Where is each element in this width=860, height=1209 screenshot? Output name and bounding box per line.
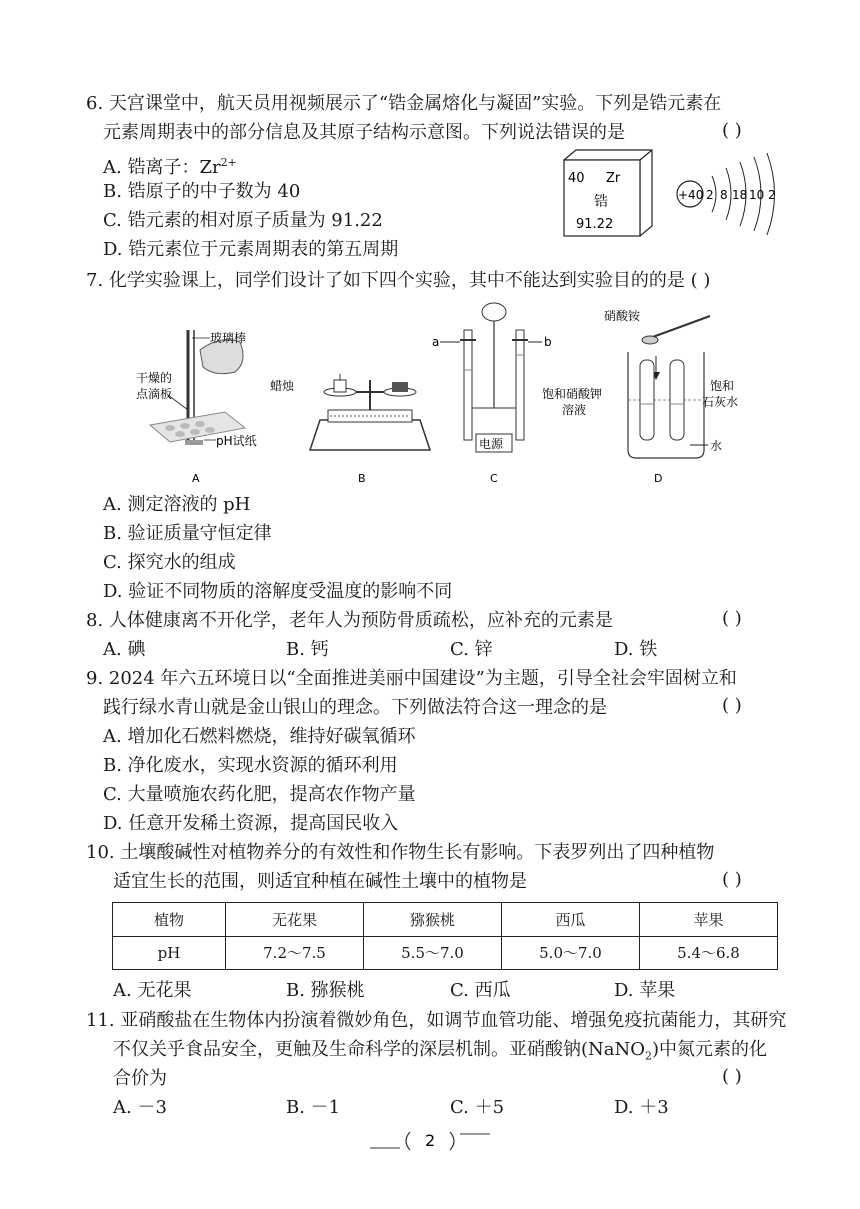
caption-b: B	[358, 472, 366, 485]
q6-answer-paren: ( )	[722, 120, 742, 141]
q10-stem-line2: 适宜生长的范围，则适宜种植在碱性土壤中的植物是	[113, 871, 527, 892]
table-cell: pH	[113, 936, 226, 970]
q7-experiment-figures	[130, 300, 790, 490]
card-number: 40	[568, 171, 585, 186]
shell-5: 2	[768, 188, 776, 202]
q7-stem-line1: 7. 化学实验课上，同学们设计了如下四个实验，其中不能达到实验目的的是 ( )	[86, 270, 711, 291]
page-number-ornament	[370, 1126, 490, 1156]
q9-option-a: A. 增加化石燃料燃烧，维持好碳氧循环	[103, 726, 416, 747]
q7-option-d: D. 验证不同物质的溶解度受温度的影响不同	[103, 581, 453, 602]
label-rod: 玻璃棒	[210, 331, 247, 345]
q11-option-d: D. ＋3	[614, 1097, 669, 1118]
q6-option-c: C. 锆元素的相对原子质量为 91.22	[103, 210, 383, 231]
q10-option-c: C. 西瓜	[450, 980, 511, 1001]
q6-stem-line1: 6. 天宫课堂中，航天员用视频展示了“锆金属熔化与凝固”实验。下列是锆元素在	[86, 93, 722, 114]
figure-b-balance	[270, 374, 430, 485]
page-number: 2	[425, 1131, 436, 1150]
figure-c-electrolysis	[432, 303, 552, 485]
shell-3: 18	[732, 188, 748, 202]
label-power: 电源	[479, 437, 504, 451]
q8-stem: 8. 人体健康离不开化学，老年人为预防骨质疏松，应补充的元素是	[86, 610, 613, 631]
label-paper: pH试纸	[216, 434, 257, 448]
atom-nucleus: +40	[678, 188, 704, 202]
label-electrode-b: b	[544, 335, 552, 349]
q8-option-a: A. 碘	[103, 639, 146, 660]
q11-option-b: B. －1	[286, 1097, 341, 1118]
label-lime-2: 石灰水	[702, 395, 739, 409]
q11-stem-line2: 不仅关乎食品安全，更触及生命科学的深层机制。亚硝酸钠(NaNO$_2$)中氮元素的化	[113, 1039, 768, 1063]
q9-option-b: B. 净化废水，实现水资源的循环利用	[103, 755, 398, 776]
caption-d: D	[654, 472, 663, 485]
q8-answer-paren: ( )	[722, 608, 742, 629]
shell-4: 10	[749, 188, 765, 202]
q10-option-b: B. 猕猴桃	[286, 980, 365, 1001]
zirconium-element-card	[556, 148, 660, 240]
table-cell: 5.5～7.0	[364, 936, 502, 970]
q9-stem-line1: 9. 2024 年六五环境日以“全面推进美丽中国建设”为主题，引导全社会牢固树立和	[86, 668, 737, 689]
q8-option-c: C. 锌	[450, 639, 493, 660]
label-kno3-1: 饱和硝酸钾	[542, 387, 603, 401]
q7-option-c: C. 探究水的组成	[103, 552, 236, 573]
q10-answer-paren: ( )	[722, 869, 742, 890]
q6-option-d: D. 锆元素位于元素周期表的第五周期	[103, 239, 399, 260]
label-kno3-2: 溶液	[562, 403, 587, 417]
q11-answer-paren: ( )	[722, 1066, 742, 1087]
q11-option-a: A. －3	[113, 1097, 167, 1118]
table-cell: 5.4～6.8	[640, 936, 778, 970]
label-water: 水	[710, 439, 723, 453]
figure-d-solubility	[542, 308, 738, 485]
table-cell: 猕猴桃	[364, 903, 502, 937]
table-cell: 植物	[113, 903, 226, 937]
q7-option-b: B. 验证质量守恒定律	[103, 523, 272, 544]
q10-option-a: A. 无花果	[113, 980, 192, 1001]
q6-option-a: A. 锆离子：$Zr^{2+}$	[103, 156, 237, 178]
table-row	[113, 936, 778, 970]
label-electrode-a: a	[432, 335, 440, 349]
figure-a-ph-test	[136, 330, 257, 485]
caption-a: A	[192, 472, 200, 485]
zirconium-atom-diagram	[672, 150, 784, 240]
q8-option-d: D. 铁	[614, 639, 658, 660]
q10-option-d: D. 苹果	[614, 980, 676, 1001]
table-cell: 无花果	[226, 903, 364, 937]
table-cell: 5.0～7.0	[502, 936, 640, 970]
q8-option-b: B. 钙	[286, 639, 329, 660]
table-cell: 西瓜	[502, 903, 640, 937]
card-mass: 91.22	[576, 217, 614, 232]
q6-option-b: B. 锆原子的中子数为 40	[103, 181, 301, 202]
shell-1: 2	[706, 188, 714, 202]
q9-stem-line2: 践行绿水青山就是金山银山的理念。下列做法符合这一理念的是	[103, 697, 607, 718]
q9-option-d: D. 任意开发稀土资源，提高国民收入	[103, 813, 399, 834]
caption-c: C	[490, 472, 498, 485]
q9-answer-paren: ( )	[722, 695, 742, 716]
q11-stem-line1: 11. 亚硝酸盐在生物体内扮演着微妙角色，如调节血管功能、增强免疫抗菌能力，其研究	[86, 1010, 787, 1031]
label-plate2: 点滴板	[136, 387, 173, 401]
label-candle: 蜡烛	[270, 379, 295, 393]
q11-option-c: C. ＋5	[450, 1097, 505, 1118]
label-ammonium: 硝酸铵	[604, 309, 641, 323]
label-plate1: 干燥的	[136, 371, 173, 385]
card-name: 锆	[594, 194, 608, 210]
ph-table	[112, 902, 778, 970]
table-row	[113, 903, 778, 937]
shell-2: 8	[720, 188, 728, 202]
q11-stem-line3: 合价为	[113, 1068, 167, 1089]
q6-stem-line2: 元素周期表中的部分信息及其原子结构示意图。下列说法错误的是	[103, 122, 625, 143]
q10-stem-line1: 10. 土壤酸碱性对植物养分的有效性和作物生长有影响。下表罗列出了四种植物	[86, 842, 715, 863]
card-symbol: Zr	[606, 171, 621, 186]
q7-option-a: A. 测定溶液的 pH	[103, 494, 251, 515]
table-cell: 7.2～7.5	[226, 936, 364, 970]
label-lime-1: 饱和	[710, 379, 735, 393]
q9-option-c: C. 大量喷施农药化肥，提高农作物产量	[103, 784, 416, 805]
table-cell: 苹果	[640, 903, 778, 937]
